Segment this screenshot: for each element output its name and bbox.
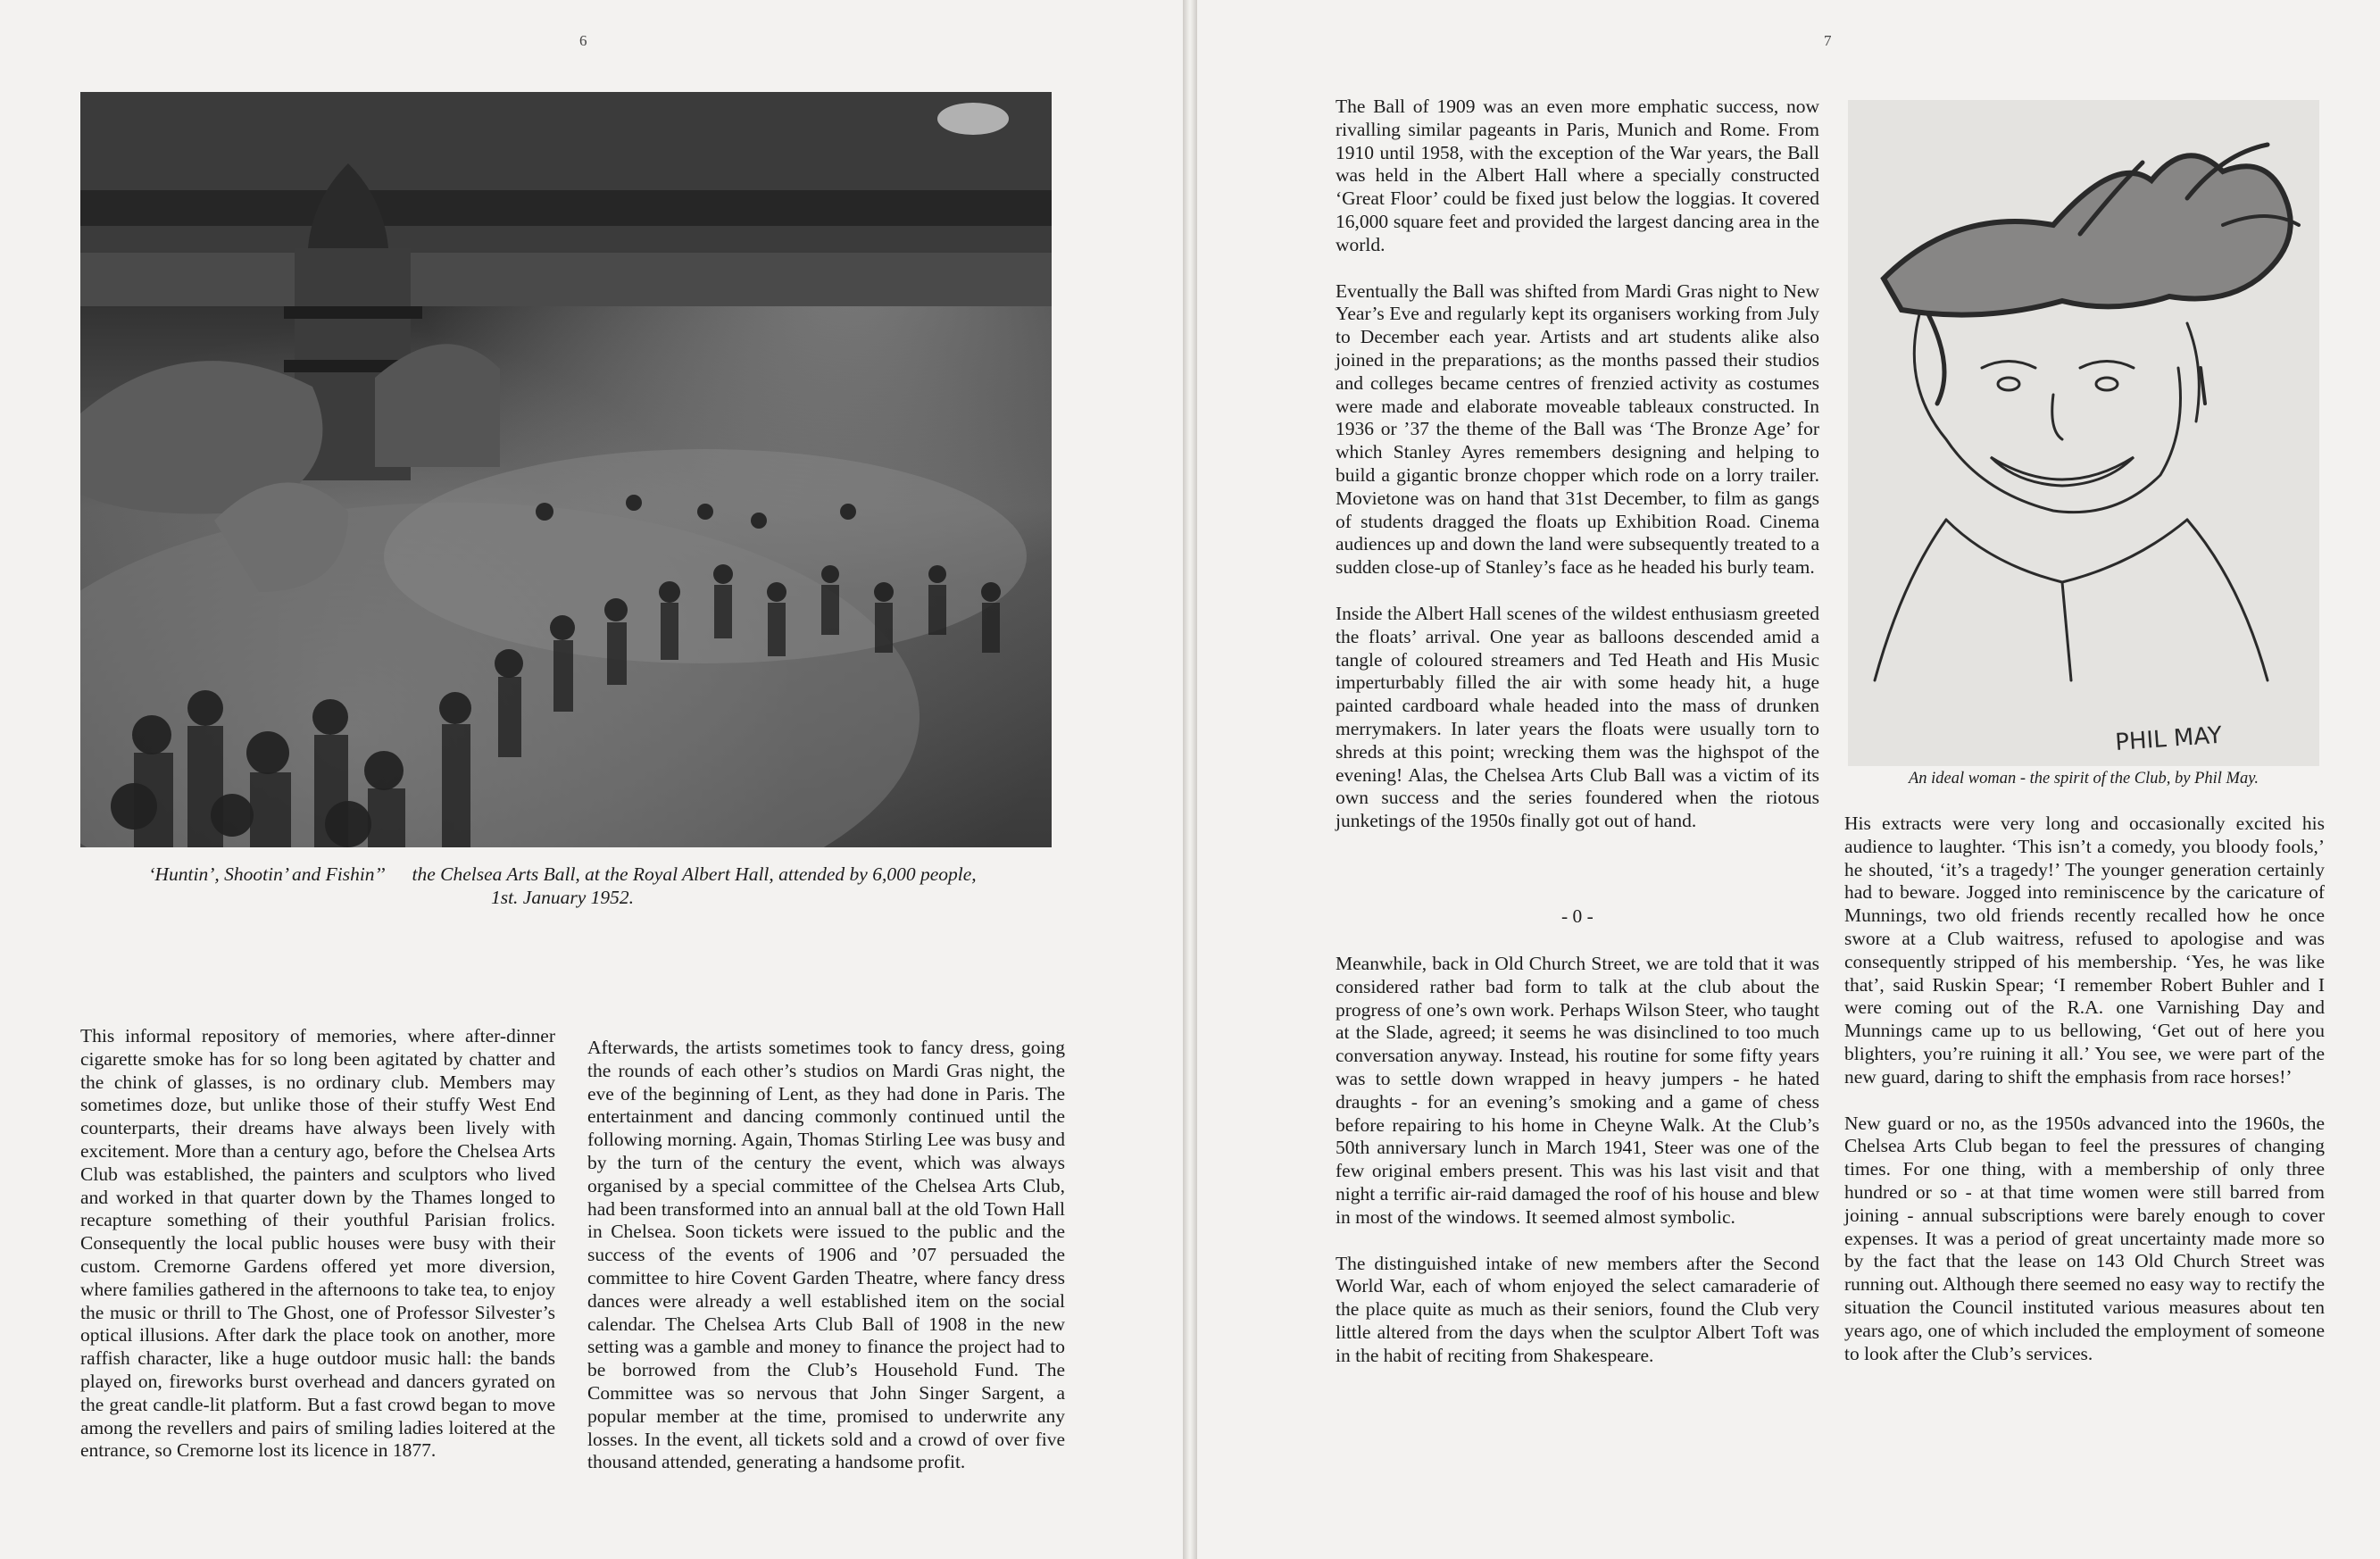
- sketch-signature: PHIL MAY: [2114, 721, 2223, 756]
- photo-caption-title: ‘Huntin’, Shootin’ and Fishin’’: [148, 863, 386, 885]
- text-column-right-3: [1844, 813, 2325, 1365]
- sketch-drawing: [1848, 100, 2319, 766]
- text-column-left-1: [80, 1025, 555, 1463]
- paragraph: Eventually the Ball was shifted from Mardi Gras night to New Year’s Eve and regularly kept its organisers working from July to December each year. Artists and art students alike also joined in the preparations; as the months passed their studios and colleges became centres of frenzied activity as costumes were made and elaborate moveable tableaux constructed. In 1936 or ’37 the theme of the Ball was ‘The Bronze Age’ for which Stanley Ayres remembers designing and helping to build a gigantic bronze chopper which rode on a lorry trailer. Movietone was on hand that 31st December, to film as gangs of students dragged the floats up Exhibition Road. Cinema audiences up and down the land were subsequently treated to a sudden close-up of Stanley’s face as he headed his burly team.: [1336, 279, 1819, 579]
- paragraph: Meanwhile, back in Old Church Street, we are told that it was considered rather bad form to talk at the club about the progress of one’s own work. Perhaps Wilson Steer, who taught at the Slade, agreed; it seems he was disinclined to too much conversation anyway. Instead, his routine for some fifty years was to settle down wrapped in heavy jumpers - he hated draughts - for an evening’s smoking and a game of chess before repairing to his home in Cheyne Walk. At the Club’s 50th anniversary lunch in March 1941, Steer was one of the few original embers present. This was his last visit and that night a terrific air-raid damaged the roof of his house and blew in most of the windows. It seemed almost symbolic.: [1336, 953, 1819, 1228]
- paragraph: Afterwards, the artists sometimes took to fancy dress, going the rounds of each other’s studios on Mardi Gras night, the eve of the beginning of Lent, as they had done in Paris. The entertainment and dancing commonly continued until the following morning. Again, Thomas Stirling Lee was busy and by the turn of the century the event, which was always organised by a special committee of the Chelsea Arts Club, had been transformed into an annual ball at the old Town Hall in Chelsea. Soon tickets were issued to the public and the success of the events of 1906 and ’07 persuaded the committee to hire Covent Garden Theatre, where fancy dress dances were already a well established item on the social calendar. The Chelsea Arts Club Ball of 1908 in the new setting was a gamble and money to finance the project had to be borrowed from the Club’s Household Fund. The Committee was so nervous that John Singer Sargent, a popular member at the time, promised to underwrite any losses. In the event, all tickets sold and a crowd of over five thousand attended, generating a handsome profit.: [587, 1037, 1065, 1473]
- phil-may-sketch: [1848, 100, 2319, 766]
- sketch-caption: An ideal woman - the spirit of the Club, by Phil May.: [1908, 770, 2259, 788]
- page-number-left: 6: [579, 32, 587, 49]
- page-number-right: 7: [1824, 32, 1832, 49]
- text-column-left-2: [587, 1037, 1065, 1474]
- paragraph: The Ball of 1909 was an even more emphatic success, now rivalling similar pageants in Paris, Munich and Rome. From 1910 until 1958, with the exception of the War years, the Ball was held in the Albert Hall where a specially constructed ‘Great Floor’ could be fixed just below the loggias. It covered 16,000 square feet and provided the largest dancing area in the world.: [1336, 96, 1819, 255]
- ball-photograph-scene: [80, 92, 1052, 847]
- photo-caption-text: the Chelsea Arts Ball, at the Royal Albert Hall, attended by 6,000 people, 1st. January 1952.: [412, 863, 977, 908]
- paragraph: New guard or no, as the 1950s advanced into the 1960s, the Chelsea Arts Club began to feel the pressures of changing times. For one thing, with a membership of only three hundred or so - at that time women were still barred from joining - annual subscriptions were barely enough to cover expenses. It was a period of great uncertainty made more so by the fact that the lease on 143 Old Church Street was running out. Although there seemed no easy way to rectify the situation the Council instituted various measures about ten years ago, one of which included the employment of someone to look after the Club’s services.: [1844, 1112, 2325, 1364]
- book-gutter: [1183, 0, 1197, 1559]
- section-separator: - 0 -: [1561, 905, 1594, 927]
- paragraph: This informal repository of memories, where after-dinner cigarette smoke has for so long been agitated by chatter and the chink of glasses, is no ordinary club. Members may sometimes doze, but unlike those of their stuffy West End counterparts, their dreams have always been lively with excitement. More than a century ago, before the Chelsea Arts Club was established, the painters and sculptors who lived and worked in that quarter down by the Thames longed to recapture something of their youthful Parisian frolics. Consequently the local public houses were busy with their custom. Cremorne Gardens offered yet more diversion, where families gathered in the afternoons to take tea, to enjoy the music or thrill to The Ghost, one of Professor Silvester’s optical illusions. After dark the place took on another, more raffish character, like a huge outdoor music hall: the bands played on, fireworks burst overhead and dancers gyrated on the great candle-lit platform. But a fast crowd began to move among the revellers and pairs of smiling ladies loitered at the entrance, so Cremorne lost its licence in 1877.: [80, 1025, 555, 1462]
- paragraph: His extracts were very long and occasionally excited his audience to laughter. ‘This isn’t a comedy, you bloody fools,’ he shouted, ‘it’s a tragedy!’ The younger generation certainly had to beware. Jogged into reminiscence by the caricature of Munnings, two old friends recently recalled how he once swore at a Club waitress, refused to apologise and was consequently stripped of his membership. ‘Yes, he was like that’, said Ruskin Spear; ‘I remember Robert Buhler and I were coming out of the R.A. one Varnishing Day and Munnings came up to us bellowing, ‘Get out of here you blighters, you’re ruining it all.’ You see, we were part of the new guard, daring to shift the emphasis from race horses!’: [1844, 813, 2325, 1088]
- paragraph: Inside the Albert Hall scenes of the wildest enthusiasm greeted the floats’ arrival. One year as balloons descended amid a tangle of coloured streamers and Ted Heath and His Music imperturbably filled the air with some heady hit, a huge painted cardboard whale headed into the mass of drunken merrymakers. In later years the floats were usually torn to shreds at this point; wrecking them was the highspot of the evening! Alas, the Chelsea Arts Club Ball was a victim of its own success and the series foundered when the riotous junketings of the 1950s finally got out of hand.: [1336, 602, 1819, 832]
- text-column-right-2: [1336, 953, 1819, 1368]
- text-column-right-1: [1336, 96, 1819, 833]
- photo-caption: [143, 863, 982, 909]
- ball-photograph: [80, 92, 1052, 847]
- paragraph: The distinguished intake of new members after the Second World War, each of whom enjoyed the select camaraderie of the place quite as much as their seniors, found the Club very little altered from the days when the sculptor Albert Toft was in the habit of reciting from Shakespeare.: [1336, 1252, 1819, 1366]
